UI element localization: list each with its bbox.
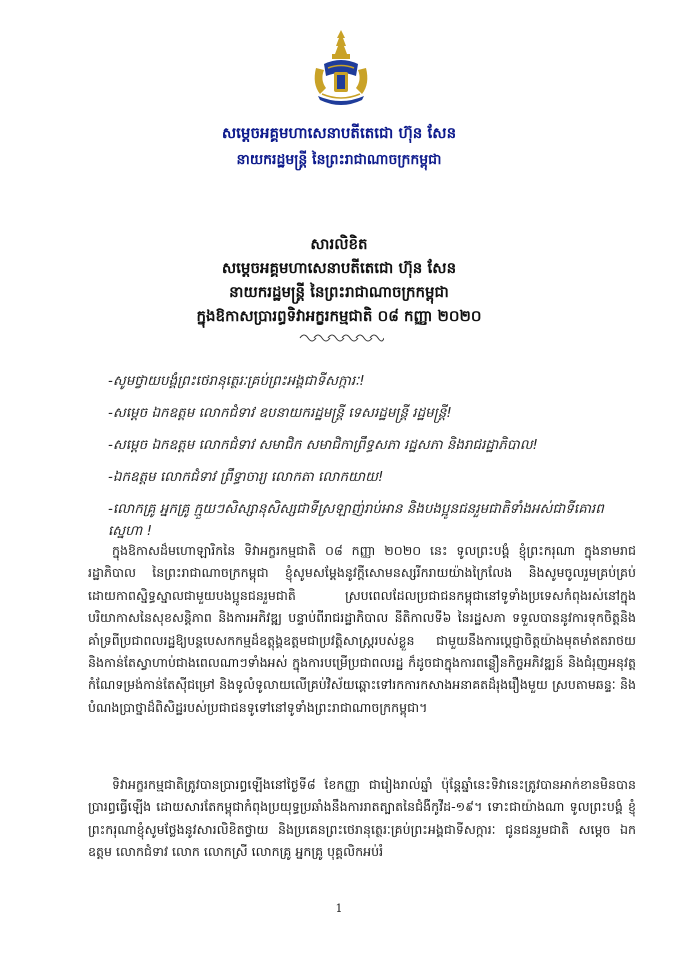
greeting-teachers-students: -លោកគ្រូ អ្នកគ្រូ ក្មួយៗសិស្សានុសិស្សជាទីស្រឡាញ់រាប់អាន និងបងប្អូនជនរួមជាតិទាំងអស់ជាទីគោរពស្នេហា ! — [108, 501, 604, 539]
title-line-3: នាយករដ្ឋមន្ត្រី នៃព្រះរាជាណាចក្រកម្ពុជា — [229, 283, 449, 301]
decorative-ornament-icon — [298, 332, 384, 344]
greeting-parliament: -សម្តេច ឯកឧត្តម លោកជំទាវ សមាជិក សមាជិកាព្រឹទ្ធសភា រដ្ឋសភា និងរាជរដ្ឋាភិបាល! — [108, 437, 538, 453]
title-line-4: ក្នុងឱកាសប្រារព្ធទិវាអក្ខរកម្មជាតិ ០៨ កញ្ញា ២០២០ — [196, 307, 482, 325]
title-line-1: សារលិខិត — [310, 235, 368, 253]
title-line-2: សម្តេចអគ្គមហាសេនាបតីតេជោ ហ៊ុន សែន — [221, 259, 457, 277]
document-title — [0, 232, 678, 328]
greeting-monks: -សូមថ្វាយបង្គំព្រះថេរានុត្ថេរៈគ្រប់ព្រះអង្គជាទីសក្ការៈ! — [108, 373, 365, 389]
body-paragraph-1: ក្នុងឱកាសដ៏មហោឡារិកនៃ ទិវាអក្ខរកម្មជាតិ ០៨ កញ្ញា ២០២០ នេះ ទូលព្រះបង្គំ ខ្ញុំព្រះករុណា ក្នុងនាមរាជរដ្ឋាភិបាល នៃព្រះរាជាណាចក្រកម្ពុជា ខ្ញុំសូមសម្តែងនូវក្តីសោមនស្សរីករាយយ៉ាងក្រៃលែង និងសូមចូលរួមគ្រប់គ្រប់ដោយកាពស្និទ្ធស្នាលជាមួយបងប្អូនជនរួមជាតិ ស្របពេលដែលប្រជាជនកម្ពុជានៅទូទាំងប្រទេសកំពុងរស់នៅក្នុងបរិយាកាសនៃសុខសន្តិភាព និងការអភិវឌ្ឍ បន្ទាប់ពីរាជរដ្ឋាភិបាល នីតិកាលទី៦ នៃរដ្ឋសភា ទទួលបាននូវការទុកចិត្តនិងគាំទ្រពីប្រជាពលរដ្ឋឱ្យបន្តបេសកកម្មដ៏ឧត្តុង្គឧត្តមជាប្រវត្តិសាស្ត្ររបស់ខ្លួន ជាមួយនឹងការប្តេជ្ញាចិត្តយ៉ាងមុតមាំឥតរាថយ និងកាន់តែស្វាហាប់ជាងពេលណាៗទាំងអស់ ក្នុងការបម្រើប្រជាពលរដ្ឋ ក៏ដូចជាក្នុងការពន្លឿនកិច្ចអភិវឌ្ឍន៍ និងជំរុញអនុវត្តកំណែទម្រង់កាន់តែស៊ីជម្រៅ និងទូលំទូលាយលើគ្រប់វិស័យឆ្ពោះទៅរកការកសាងអនាគតដ៏រុងរឿងមួយ ស្របតាមឆន្ទៈ និងបំណងប្រាថ្នាដ៏ពិសិដ្ឋរបស់ប្រជាជនទូទៅនៅទូទាំងព្រះរាជាណាចក្រកម្ពុជា។ — [88, 543, 636, 715]
body-paragraph-2: ទិវាអក្ខរកម្មជាតិត្រូវបានប្រារព្ធឡើងនៅថ្ងៃទី៨ ខែកញ្ញា ជារៀងរាល់ឆ្នាំ ប៉ុន្តែឆ្នាំនេះទិវានេះត្រូវបានអាក់ខានមិនបានប្រារព្ធធ្វើឡើង ដោយសារតែកម្ពុជាកំពុងប្រយុទ្ធប្រឆាំងនឹងការរាតត្បាតនៃជំងឺកូវីដ-១៩។ ទោះជាយ៉ាងណា ទូលព្រះបង្គំ ខ្ញុំព្រះករុណាខ្ញុំសូមថ្លែងនូវសារលិខិតថ្វាយ និងប្រគេនព្រះថេរានុត្ថេរៈគ្រប់ព្រះអង្គជាទីសក្ការៈ ជូនជនរួមជាតិ សម្តេច ឯកឧត្តម លោកជំទាវ លោក លោកស្រី លោកគ្រូ អ្នកគ្រូ បុគ្គលិកអប់រំ — [88, 777, 636, 860]
greeting-ministers: -សម្តេច ឯកឧត្តម លោកជំទាវ ឧបនាយករដ្ឋមន្ត្រី ទេសរដ្ឋមន្ត្រី រដ្ឋមន្ត្រី! — [108, 405, 452, 421]
letterhead-name: សម្តេចអគ្គមហាសេនាបតីតេជោ ហ៊ុន សែន — [221, 124, 457, 142]
letterhead-title: នាយករដ្ឋមន្ត្រី នៃព្រះរាជាណាចក្រកម្ពុជា — [236, 152, 442, 168]
page-number: 1 — [335, 902, 343, 915]
greeting-elders: -ឯកឧត្តម លោកជំទាវ ព្រឹទ្ធាចារ្យ លោកតា លោកយាយ! — [108, 469, 384, 485]
royal-coat-of-arms-icon — [310, 28, 372, 108]
